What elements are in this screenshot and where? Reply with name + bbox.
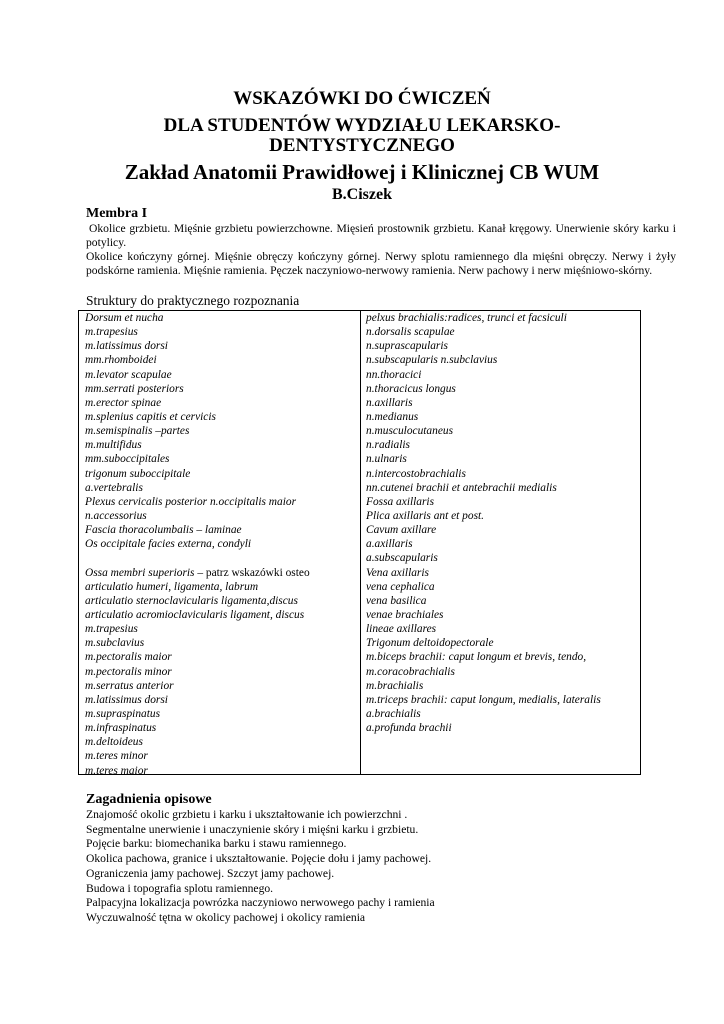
table-cell: articulatio humeri, ligamenta, labrum bbox=[85, 580, 259, 593]
question-item: Budowa i topografia splotu ramiennego. bbox=[86, 881, 274, 895]
table-cell: n.accessorius bbox=[85, 509, 147, 522]
table-cell: pelxus brachialis:radices, trunci et facsiculi bbox=[366, 312, 567, 324]
table-cell: Plexus cervicalis posterior n.occipitalis maior bbox=[85, 495, 297, 508]
table-cell: m.deltoideus bbox=[85, 736, 143, 749]
table-cell: vena basilica bbox=[366, 594, 427, 607]
table-cell: a.profunda brachii bbox=[366, 722, 452, 735]
table-cell: Fossa axillaris bbox=[366, 495, 435, 508]
table-cell: nn.cutenei brachii et antebrachii medialis bbox=[366, 481, 557, 494]
table-cell: m.brachialis bbox=[366, 679, 424, 692]
table-cell: n.axillaris bbox=[366, 396, 413, 409]
table-cell: m.latissimus dorsi bbox=[85, 693, 168, 706]
table-cell: m.subclavius bbox=[85, 637, 145, 650]
table-cell: articulatio sternoclavicularis ligamenta,discus bbox=[85, 594, 298, 607]
table-cell: a.vertebralis bbox=[85, 481, 143, 494]
question-item: Okolica pachowa, granice i ukształtowanie. Pojęcie dołu i jamy pachowej. bbox=[86, 852, 432, 866]
table-cell: m.semispinalis –partes bbox=[85, 425, 190, 438]
table-cell: n.thoracicus longus bbox=[366, 382, 456, 395]
table-cell: mm.rhomboidei bbox=[85, 354, 157, 367]
structures-table bbox=[78, 310, 641, 775]
table-cell: Cavum axillare bbox=[366, 524, 437, 537]
author: B.Ciszek bbox=[332, 186, 392, 203]
ossa-label: Ossa membri superioris bbox=[85, 566, 195, 579]
table-cell: mm.suboccipitales bbox=[85, 453, 170, 466]
table-cell: m.pectoralis minor bbox=[85, 665, 172, 678]
header-line-3: DENTYSTYCZNEGO bbox=[269, 135, 455, 156]
table-cell: venae brachiales bbox=[366, 608, 444, 621]
question-item: Pojęcie barku: biomechanika barku i stawu ramiennego. bbox=[86, 837, 347, 851]
table-cell: m.trapesius bbox=[85, 623, 138, 636]
table-cell: n.musculocutaneus bbox=[366, 425, 453, 438]
table-cell: articulatio acromioclavicularis ligament, discus bbox=[85, 608, 305, 621]
table-cell: m.latissimus dorsi bbox=[85, 340, 168, 353]
table-cell: m.levator scapulae bbox=[85, 368, 172, 381]
table-cell: m.triceps brachii: caput longum, medialis, lateralis bbox=[366, 693, 601, 706]
structures-right-column bbox=[366, 311, 601, 735]
table-cell: vena cephalica bbox=[366, 580, 435, 593]
table-cell: Vena axillaris bbox=[366, 566, 429, 579]
header-line-2: DLA STUDENTÓW WYDZIAŁU LEKARSKO- bbox=[163, 115, 561, 136]
section-title: Membra I bbox=[86, 206, 148, 221]
question-item: Palpacyjna lokalizacja powrózka naczyniowo nerwowego pachy i ramienia bbox=[86, 896, 435, 910]
structures-left-column bbox=[85, 311, 310, 778]
table-cell: m.teres minor bbox=[85, 750, 148, 763]
table-cell: n.intercostobrachialis bbox=[366, 467, 466, 480]
table-cell: nn.thoracici bbox=[366, 368, 422, 381]
table-cell: m.erector spinae bbox=[85, 396, 162, 409]
table-cell: Trigonum deltoidopectorale bbox=[366, 637, 494, 650]
table-cell: m.trapesius bbox=[85, 326, 138, 339]
table-cell: a.brachialis bbox=[366, 707, 421, 720]
table-cell: n.dorsalis scapulae bbox=[366, 326, 455, 339]
table-cell: m.teres maior bbox=[85, 764, 148, 777]
table-cell: Os occipitale facies externa, condyli bbox=[85, 538, 252, 551]
table-cell: m.splenius capitis et cervicis bbox=[85, 410, 216, 423]
ossa-note: – patrz wskazówki osteo bbox=[194, 566, 310, 579]
question-item: Ograniczenia jamy pachowej. Szczyt jamy pachowej. bbox=[86, 866, 335, 880]
table-cell: n.ulnaris bbox=[366, 453, 407, 466]
table-cell: m.supraspinatus bbox=[85, 707, 161, 720]
table-cell: n.suprascapularis bbox=[366, 340, 448, 353]
table-cell: Fascia thoracolumbalis – laminae bbox=[85, 524, 242, 537]
intro-paragraph-2: Okolice kończyny górnej. Mięśnie obręczy kończyny górnej. Nerwy splotu ramiennego dla mięśni obręczy. Nerwy i żyły podskórne ramienia. Mięśnie ramienia. Pęczek naczyniowo-nerwowy ramienia. Nerw pachowy i nerw mięśniowo-skórny. bbox=[86, 250, 676, 277]
question-item: Segmentalne unerwienie i unaczynienie skóry i mięśni karku i grzbietu. bbox=[86, 822, 419, 836]
table-cell: m.multifidus bbox=[85, 439, 142, 452]
intro-paragraph-1: Okolice grzbietu. Mięśnie grzbietu powierzchowne. Mięsień prostownik grzbietu. Kanał kręgowy. Unerwienie skóry karku i potylicy. bbox=[86, 222, 676, 249]
question-item: Wyczuwalność tętna w okolicy pachowej i okolicy ramienia bbox=[86, 910, 366, 924]
table-cell: mm.serrati posteriors bbox=[85, 382, 184, 395]
table-blank-row bbox=[85, 551, 310, 565]
table-cell: n.medianus bbox=[366, 410, 419, 423]
table-cell: m.biceps brachii: caput longum et brevis, tendo, bbox=[366, 651, 587, 664]
structures-title: Struktury do praktycznego rozpoznania bbox=[86, 293, 300, 308]
header-line-1: WSKAZÓWKI DO ĆWICZEŃ bbox=[233, 88, 491, 109]
table-divider bbox=[360, 311, 361, 774]
questions-title: Zagadnienia opisowe bbox=[86, 792, 212, 807]
table-cell: trigonum suboccipitale bbox=[85, 467, 191, 480]
table-cell: m.coracobrachialis bbox=[366, 665, 455, 678]
table-cell: lineae axillares bbox=[366, 623, 437, 636]
table-cell: a.subscapularis bbox=[366, 552, 438, 565]
table-cell: m.infraspinatus bbox=[85, 722, 157, 735]
table-cell: n.subscapularis n.subclavius bbox=[366, 354, 498, 367]
table-cell: a.axillaris bbox=[366, 538, 413, 551]
table-cell: Plica axillaris ant et post. bbox=[366, 509, 485, 522]
table-cell: m.pectoralis maior bbox=[85, 651, 172, 664]
table-cell: Dorsum et nucha bbox=[85, 312, 164, 324]
table-cell-ossa bbox=[85, 566, 310, 580]
question-item: Znajomość okolic grzbietu i karku i ukształtowanie ich powierzchni . bbox=[86, 808, 408, 821]
table-cell: n.radialis bbox=[366, 439, 410, 452]
questions-list bbox=[86, 808, 435, 926]
department-title: Zakład Anatomii Prawidłowej i Klinicznej CB WUM bbox=[124, 160, 600, 184]
section-intro bbox=[86, 222, 676, 278]
table-cell: m.serratus anterior bbox=[85, 679, 174, 692]
